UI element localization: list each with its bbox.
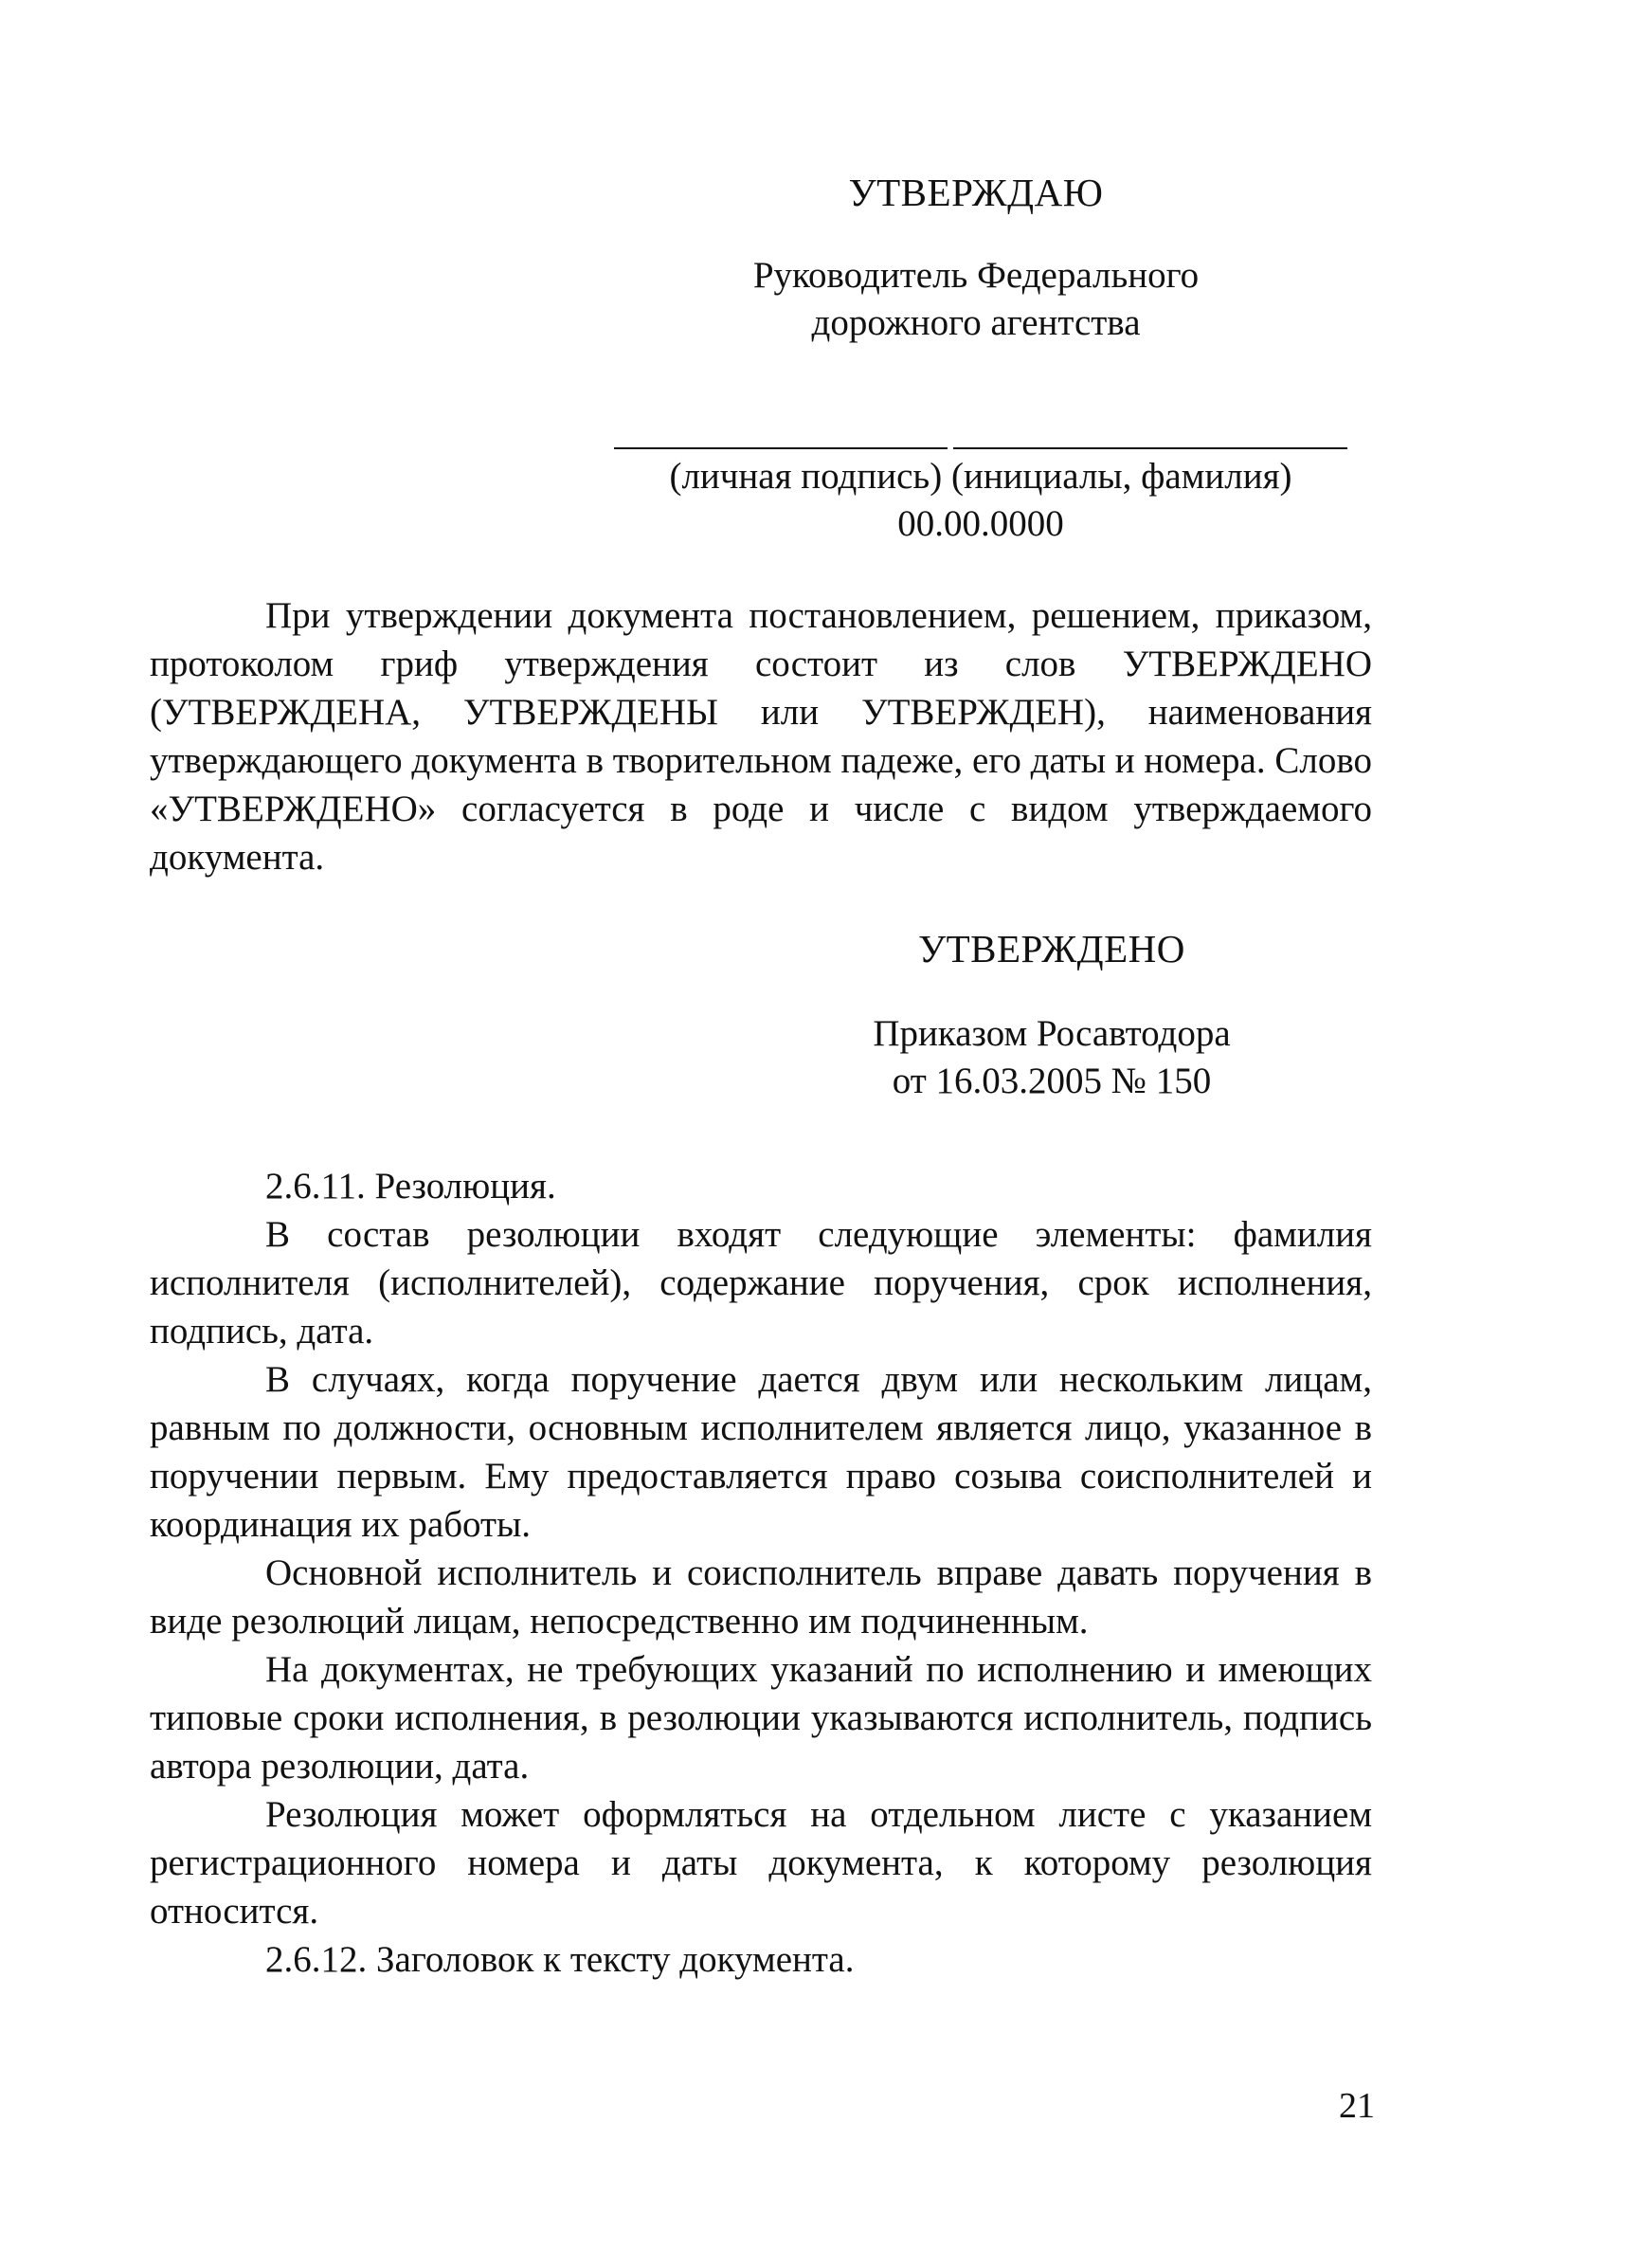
- paragraph-text: При утверждении документа постановлением, решением, приказом, протоколом гриф утверждения состоит из слов УТВЕРЖДЕНО (УТВЕРЖДЕНА, УТВЕРЖДЕНЫ или УТВЕРЖДЕН), наименования утверждающего документа в творительном падеже, его даты и номера. Слово «УТВЕРЖДЕНО» согласуется в роде и числе с видом утверждаемого документа.: [150, 595, 1372, 878]
- page-number: 21: [1339, 2086, 1375, 2126]
- approved-order-line1: Приказом Росавтодора: [873, 1013, 1231, 1054]
- signature-caption-block: [587, 453, 1374, 548]
- signature-caption: (личная подпись) (инициалы, фамилия): [669, 456, 1292, 497]
- next-section-heading: 2.6.12. Заголовок к тексту документа.: [265, 1939, 855, 1980]
- approval-stamp-approved: [815, 925, 1289, 1105]
- approval-position-line2: дорожного агентства: [811, 302, 1141, 343]
- paragraph-text: Резолюция может оформляться на отдельном листе с указанием регистрационного номера и даты документа, к которому резолюция относится.: [150, 1794, 1372, 1932]
- approval-position-line1: Руководитель Федерального: [752, 255, 1200, 296]
- section-heading: 2.6.11. Резолюция.: [265, 1166, 556, 1207]
- paragraph-text: В случаях, когда поручение дается двум или нескольким лицам, равным по должности, основным исполнителем является лицо, указанное в поручении первым. Ему предоставляется право созыва соисполнителей и координация их работы.: [150, 1359, 1372, 1545]
- approved-stamp-title: УТВЕРЖДЕНО: [918, 927, 1185, 971]
- signature-lines: [614, 447, 1347, 449]
- approval-stamp-approve: [730, 169, 1222, 347]
- approval-date: 00.00.0000: [897, 503, 1064, 544]
- name-line: [953, 447, 1347, 449]
- signature-line: [614, 447, 948, 449]
- approved-order-line2: от 16.03.2005 № 150: [892, 1061, 1212, 1101]
- approval-rule-paragraph: [150, 591, 1372, 881]
- approval-stamp-title: УТВЕРЖДАЮ: [848, 171, 1104, 214]
- section-resolution: [150, 1162, 1372, 1984]
- paragraph-text: В состав резолюции входят следующие элементы: фамилия исполнителя (исполнителей), содержание поручения, срок исполнения, подпись, дата.: [150, 1214, 1372, 1352]
- paragraph-text: На документах, не требующих указаний по исполнению и имеющих типовые сроки исполнения, в резолюции указываются исполнитель, подпись автора резолюции, дата.: [150, 1649, 1372, 1787]
- paragraph-text: Основной исполнитель и соисполнитель вправе давать поручения в виде резолюций лицам, непосредственно им подчиненным.: [150, 1552, 1372, 1642]
